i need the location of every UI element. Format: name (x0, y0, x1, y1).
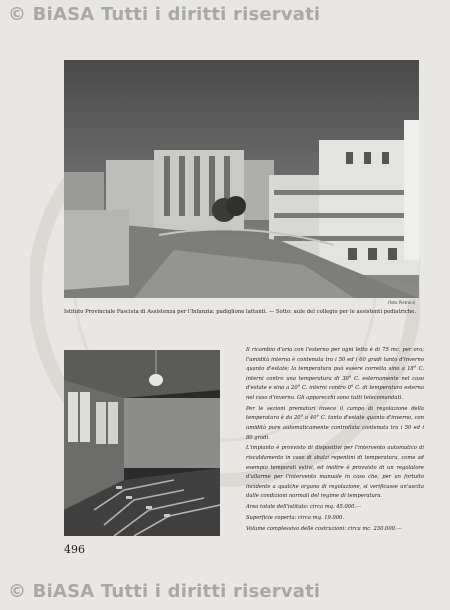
watermark-bottom: © BiASA Tutti i diritti riservati (8, 581, 321, 602)
body-text (246, 346, 424, 535)
body-paragraph: Il ricambio d'aria con l'esterno per ogni letto è di 75 mc. per ora; l'umidità interna è contenuta tra i 50 ed i 60 gradi tanto d'inverno quanto d'estate; la temperatura può essere corretta sino a 18° C. interni contro una temperatura di 30° C. esternamente nel caso d'estate e sino a 20° C. interni contro 0° C. di temperatura esterna nel caso d'inverno. Gli apparecchi sono tutti telecomandati. (246, 347, 424, 401)
body-paragraph: Superficie coperta: circa mq. 19.000. (246, 514, 345, 521)
page-number: 496 (64, 543, 85, 556)
watermark-top: © BiASA Tutti i diritti riservati (8, 4, 321, 25)
body-paragraph: Volume complessivo delle costruzioni: circa mc. 230.000.— (246, 525, 402, 532)
classroom-photo (64, 350, 220, 536)
figure-caption: Istituto Provinciale Fascista di Assistenza per l'Infanzia: padiglione lattanti. — Sotto: aule del collegio per le assistenti pediatriche. (64, 309, 417, 315)
body-paragraph: L'impianto è provvisto di dispositivi per l'intervento automatico di riscaldamento in caso di sbalzi repentini di temperatura, come ad esempio temporali estivi, ed inoltre è provvisto di un regolatore d'allarme per l'intervento manuale in caso che, per un fortuito incidente a qualche organo di regolazione, si verificasse un'uscita dalle condizioni normali del regime di temperatura. (246, 445, 424, 500)
body-paragraph: Per le sezioni prematuri invece il campo di regolazione della temperatura è da 20° a 40° C. tanto d'estate quanto d'inverno, con umidità pure automaticamente controllata contenuta tra i 50 ed i 80 gradi. (246, 405, 424, 441)
body-paragraph: Area totale dell'istituto: circa mq. 45.000.— (246, 504, 362, 511)
building-photo (64, 60, 419, 298)
photo-credit: (foto Pietroni) (388, 300, 416, 305)
